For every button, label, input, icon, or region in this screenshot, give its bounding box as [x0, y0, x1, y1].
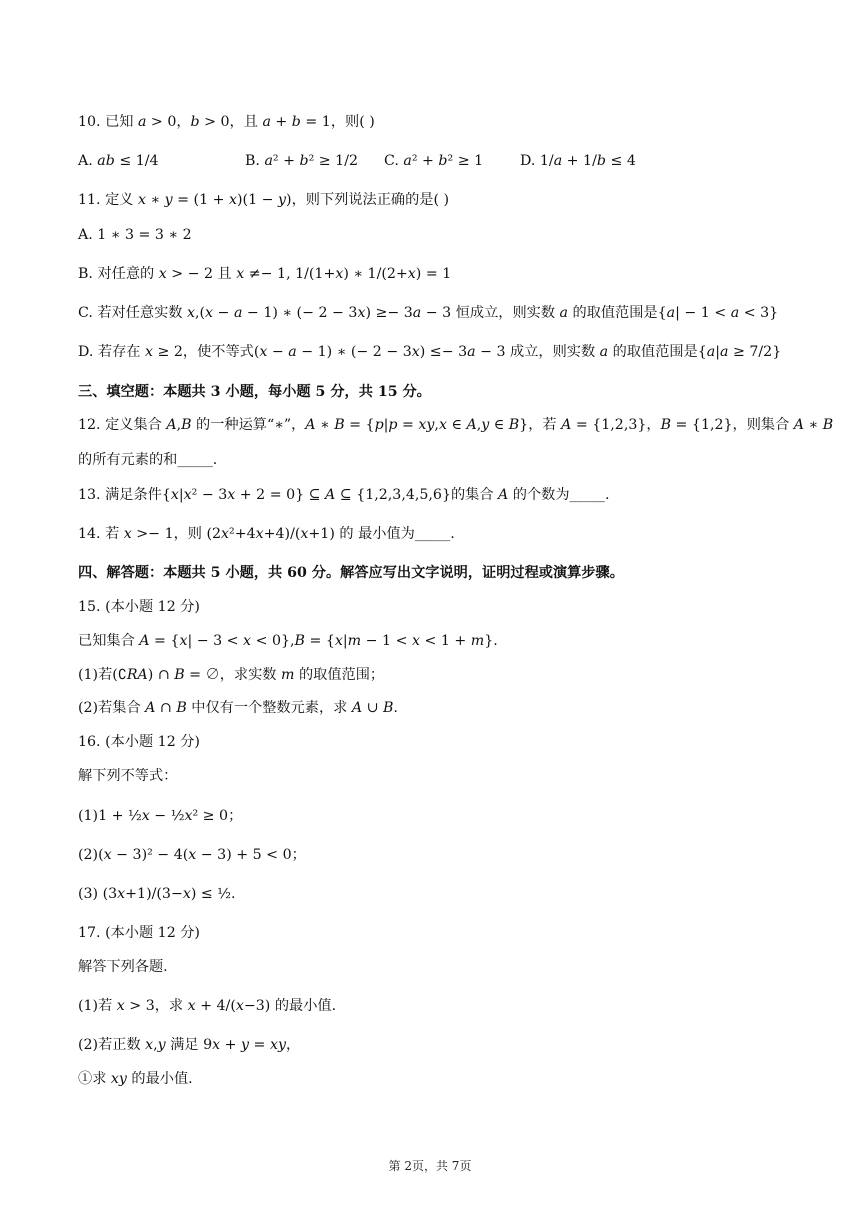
q11-option-d: D. 若存在 𝑥 ≥ 2，使不等式(𝑥 − 𝑎 − 1) ∗ (− 2 − 3𝑥) ≤− 3𝑎 − 3 成立，则实数 𝑎 的取值范围是{𝑎|𝑎 ≥ 7/2} [78, 344, 782, 360]
q16-head: 16. (本小题 12 分) [78, 734, 200, 750]
q17-head: 17. (本小题 12 分) [78, 925, 200, 941]
q17-intro: 解答下列各题. [78, 959, 168, 975]
q15-head: 15. (本小题 12 分) [78, 599, 200, 615]
q13: 13. 满足条件{𝑥|𝑥² − 3𝑥 + 2 = 0} ⊆ 𝐴 ⊆ {1,2,3,4,5,6}的集合 𝐴 的个数为_____. [78, 487, 610, 503]
section-3-heading: 三、填空题：本题共 3 小题，每小题 5 分，共 15 分。 [78, 384, 431, 400]
q10-option-a: A. 𝑎𝑏 ≤ 1/4 [78, 153, 159, 169]
q15-given: 已知集合 𝐴 = {𝑥| − 3 < 𝑥 < 0},𝐵 = {𝑥|𝑚 − 1 < 𝑥 < 1 + 𝑚}. [78, 633, 498, 649]
q11-stem: 11. 定义 𝑥 ∗ 𝑦 = (1 + 𝑥)(1 − 𝑦)，则下列说法正确的是( ) [78, 192, 450, 208]
q10-stem: 10. 已知 𝑎 > 0，𝑏 > 0，且 𝑎 + 𝑏 = 1，则( ) [78, 114, 375, 130]
q14: 14. 若 𝑥 >− 1，则 (2𝑥²+4𝑥+4)/(𝑥+1) 的 最小值为_____. [78, 526, 455, 542]
q11-option-b: B. 对任意的 𝑥 > − 2 且 𝑥 ≠− 1, 1/(1+𝑥) ∗ 1/(2+𝑥) = 1 [78, 266, 452, 282]
q17-part-2: (2)若正数 𝑥,𝑦 满足 9𝑥 + 𝑦 = 𝑥𝑦， [78, 1037, 301, 1053]
q11-option-c: C. 若对任意实数 𝑥,(𝑥 − 𝑎 − 1) ∗ (− 2 − 3𝑥) ≥− 3𝑎 − 3 恒成立，则实数 𝑎 的取值范围是{𝑎| − 1 < 𝑎 < 3} [78, 305, 779, 321]
q16-part-1: (1)1 + ½𝑥 − ½𝑥² ≥ 0； [78, 808, 243, 824]
q15-part-2: (2)若集合 𝐴 ∩ 𝐵 中仅有一个整数元素，求 𝐴 ∪ 𝐵. [78, 700, 398, 716]
q16-part-3: (3) (3𝑥+1)/(3−𝑥) ≤ ½. [78, 886, 236, 902]
q12-line-1: 12. 定义集合 𝐴,𝐵 的一种运算“∗”，𝐴 ∗ 𝐵 = {𝑝|𝑝 = 𝑥𝑦,𝑥 ∈ 𝐴,𝑦 ∈ 𝐵}，若 𝐴 = {1,2,3}，𝐵 = {1,2}，则集合 𝐴 ∗ 𝐵 [78, 417, 834, 433]
q11-option-a: A. 1 ∗ 3 = 3 ∗ 2 [78, 227, 192, 243]
q16-part-2: (2)(𝑥 − 3)² − 4(𝑥 − 3) + 5 < 0； [78, 847, 306, 863]
section-4-heading: 四、解答题：本题共 5 小题，共 60 分。解答应写出文字说明，证明过程或演算步骤。 [78, 565, 624, 581]
q15-part-1: (1)若(∁𝑅𝐴) ∩ 𝐵 = ∅，求实数 𝑚 的取值范围； [78, 667, 385, 683]
q16-intro: 解下列不等式： [78, 768, 178, 784]
q10-option-b: B. 𝑎² + 𝑏² ≥ 1/2 [245, 153, 359, 169]
q17-part-2a: ①求 𝑥𝑦 的最小值. [78, 1071, 193, 1087]
q12-line-2: 的所有元素的和_____. [78, 452, 218, 468]
q17-part-1: (1)若 𝑥 > 3，求 𝑥 + 4/(𝑥−3) 的最小值. [78, 998, 337, 1014]
q10-option-d: D. 1/𝑎 + 1/𝑏 ≤ 4 [520, 153, 636, 169]
page-footer: 第 2页，共 7页 [388, 1159, 472, 1173]
q10-option-c: C. 𝑎² + 𝑏² ≥ 1 [384, 153, 484, 169]
